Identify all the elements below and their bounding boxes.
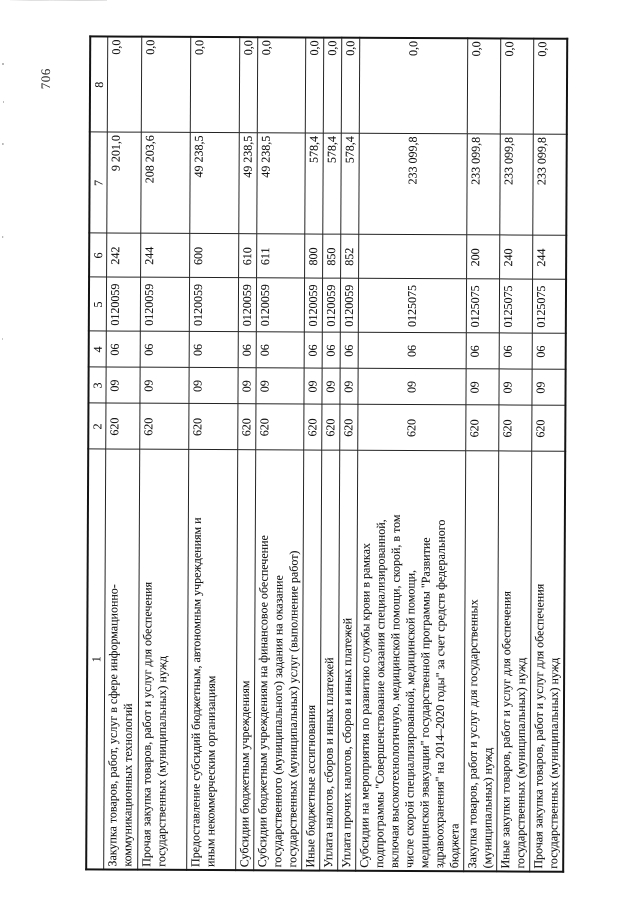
column-header-1: 1: [86, 449, 106, 869]
grbs-code-cell: 620: [304, 404, 322, 450]
target-article-cell: 0125075: [358, 279, 466, 334]
expense-type-cell: 852: [341, 235, 359, 279]
grbs-code-cell: 620: [106, 404, 140, 450]
grbs-code-cell: 620: [499, 405, 532, 451]
federal-amount-cell: 0,0: [359, 38, 467, 135]
federal-amount-cell: 0,0: [141, 37, 190, 133]
column-header-3: 3: [88, 367, 106, 403]
grbs-code-cell: 620: [340, 405, 358, 451]
expense-name-cell: Предоставление субсидий бюджетным, автономным учреждениям и иным некоммерческим организациям: [187, 450, 238, 870]
amount-cell: 49 238,5: [257, 133, 305, 234]
expense-name-cell: Прочая закупка товаров, работ и услуг для обеспечения государственных (муниципальных) нужд: [138, 450, 189, 870]
amount-cell: 9 201,0: [107, 133, 141, 234]
subsection-code-cell: 06: [256, 332, 304, 368]
grbs-code-cell: 620: [466, 405, 499, 451]
grbs-code-cell: 620: [532, 406, 566, 452]
subsection-code-cell: 06: [466, 333, 499, 369]
subsection-code-cell: 06: [340, 333, 358, 369]
expense-name-cell: Субсидии на мероприятия по развитию службы крови в рамках подпрограммы "Совершенствование оказания специализированной, включая высокотехнологичную, медицинской помощи, скорой, в том числе скорой специализированной, медицинской помощи, медицинской эвакуации" государственной программы "Развитие здравоохранения" на 2014–2020 годы" за счет средств федерального бюджета: [356, 451, 466, 872]
table-row: [187, 37, 240, 870]
federal-amount-cell: 0,0: [107, 37, 141, 133]
expense-type-cell: 610: [239, 234, 257, 278]
federal-amount-cell: 0,0: [467, 38, 500, 134]
table-row: [464, 38, 501, 871]
target-article-cell: 0125075: [532, 280, 566, 334]
subsection-code-cell: 06: [304, 332, 322, 368]
target-article-cell: 0120059: [238, 278, 256, 332]
federal-amount-cell: 0,0: [239, 37, 257, 133]
subsection-code-cell: 06: [358, 333, 466, 370]
amount-cell: 578,4: [341, 134, 359, 235]
target-article-cell: 0120059: [340, 279, 358, 333]
subsection-code-cell: 06: [106, 332, 140, 368]
section-code-cell: 09: [340, 369, 358, 405]
federal-amount-cell: 0,0: [341, 38, 359, 134]
section-code-cell: 09: [140, 368, 189, 404]
federal-amount-cell: 0,0: [190, 37, 239, 133]
expense-type-cell: 240: [500, 235, 533, 279]
grbs-code-cell: 620: [322, 405, 340, 451]
expense-type-cell: 244: [533, 236, 567, 280]
expense-name-cell: Субсидии бюджетным учреждениям на финансовое обеспечение государственного (муниципального) задания на оказание государственных (муниципальных) услуг (выполнение работ): [254, 450, 304, 870]
page-number: 706: [37, 68, 54, 90]
amount-cell: 208 203,6: [141, 133, 190, 234]
amount-cell: 49 238,5: [239, 133, 257, 234]
subsection-code-cell: 06: [140, 332, 189, 368]
expense-type-cell: 611: [257, 234, 305, 278]
grbs-code-cell: 620: [238, 404, 256, 450]
column-header-2: 2: [88, 403, 106, 449]
table-row: [356, 38, 468, 872]
subsection-code-cell: 06: [322, 333, 340, 369]
expense-type-cell: 244: [141, 234, 190, 278]
section-code-cell: 09: [106, 368, 140, 404]
section-code-cell: 09: [238, 368, 256, 404]
expense-name-cell: Прочая закупка товаров, работ и услуг для обеспечения государственных (муниципальных) нужд: [530, 452, 566, 872]
federal-amount-cell: 0,0: [323, 38, 341, 134]
grbs-code-cell: 620: [189, 404, 238, 450]
column-header-7: 7: [89, 132, 107, 233]
subsection-code-cell: 06: [189, 332, 238, 368]
column-header-4: 4: [89, 331, 107, 367]
column-header-5: 5: [89, 277, 107, 331]
expense-name-cell: Субсидии бюджетным учреждениям: [236, 450, 256, 870]
target-article-cell: 0125075: [466, 279, 499, 333]
subsection-code-cell: 06: [238, 332, 256, 368]
table-row: [497, 38, 534, 871]
section-code-cell: 09: [322, 369, 340, 405]
federal-amount-cell: 0,0: [305, 37, 323, 133]
target-article-cell: 0120059: [140, 278, 189, 332]
amount-cell: 233 099,8: [533, 135, 567, 236]
amount-cell: 233 099,8: [500, 134, 533, 235]
section-code-cell: 09: [189, 368, 238, 404]
expense-name-cell: Иные закупки товаров, работ и услуг для обеспечения государственных (муниципальных) нужд: [497, 451, 532, 871]
section-code-cell: 09: [256, 368, 304, 404]
target-article-cell: 0125075: [499, 279, 532, 333]
target-article-cell: 0120059: [322, 279, 340, 333]
target-article-cell: 0120059: [189, 278, 238, 332]
expense-name-cell: Иные бюджетные ассигнования: [302, 450, 322, 870]
expense-name-cell: Закупка товаров, работ и услуг для государственных (муниципальных) нужд: [464, 451, 499, 871]
expense-type-cell: 800: [305, 234, 323, 278]
section-code-cell: 09: [532, 370, 566, 406]
expense-type-cell: 242: [107, 234, 141, 278]
amount-cell: 49 238,5: [190, 133, 239, 234]
budget-table: [85, 35, 568, 872]
amount-cell: 233 099,8: [359, 134, 467, 236]
expense-type-cell: [359, 235, 467, 280]
expense-name-cell: Закупка товаров, работ, услуг в сфере информационно- коммуникационных технологий: [104, 450, 140, 870]
subsection-code-cell: 06: [532, 334, 566, 370]
section-code-cell: 09: [304, 368, 322, 404]
expense-name-cell: Уплата прочих налогов, сборов и иных платежей: [338, 451, 358, 871]
expense-type-cell: 600: [190, 234, 239, 278]
target-article-cell: 0120059: [256, 278, 304, 332]
grbs-code-cell: 620: [358, 405, 466, 452]
section-code-cell: 09: [466, 369, 499, 405]
federal-amount-cell: 0,0: [257, 37, 305, 133]
target-article-cell: 0120059: [304, 278, 322, 332]
expense-type-cell: 200: [467, 235, 500, 279]
expense-name-cell: Уплата налогов, сборов и иных платежей: [320, 451, 340, 871]
table-row: [530, 39, 568, 872]
amount-cell: 578,4: [323, 134, 341, 235]
amount-cell: 578,4: [305, 133, 323, 234]
column-header-6: 6: [89, 233, 107, 277]
table-row: [254, 37, 306, 870]
grbs-code-cell: 620: [256, 404, 304, 450]
subsection-code-cell: 06: [499, 333, 532, 369]
table-row: [138, 37, 191, 870]
grbs-code-cell: 620: [140, 404, 189, 450]
table-row: [104, 37, 142, 870]
amount-cell: 233 099,8: [467, 134, 500, 235]
target-article-cell: 0120059: [106, 278, 140, 332]
federal-amount-cell: 0,0: [533, 39, 567, 135]
section-code-cell: 09: [358, 369, 466, 406]
federal-amount-cell: 0,0: [500, 38, 533, 134]
expense-type-cell: 850: [323, 235, 341, 279]
section-code-cell: 09: [499, 369, 532, 405]
column-header-8: 8: [90, 36, 108, 132]
